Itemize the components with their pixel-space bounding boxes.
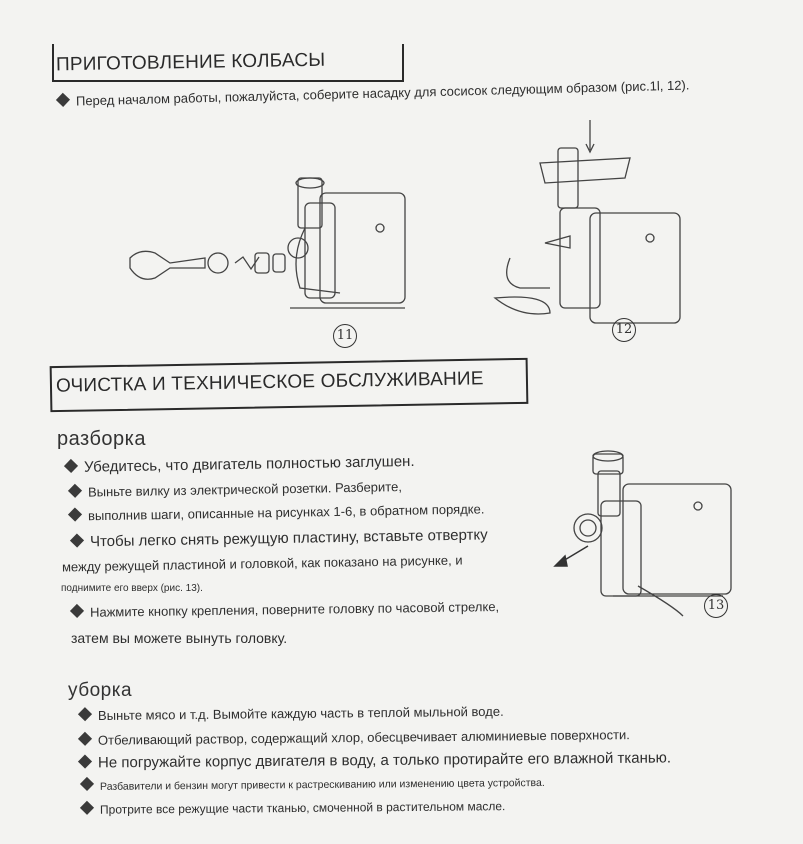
disassembly-line-1: Убедитесь, что двигатель полностью заглушен.	[66, 453, 415, 476]
disassembly-line-4: Чтобы легко снять режущую пластину, вставьте отвертку	[72, 526, 488, 550]
cleaning-line-2: Отбеливающий раствор, содержащий хлор, обесцвечивает алюминиевые поверхности.	[80, 727, 630, 748]
figure-13-label: 13	[704, 594, 728, 618]
disassembly-line-6: поднимите его вверх (рис. 13).	[61, 583, 203, 594]
disassembly-line-3: выполнив шаги, описанные на рисунках 1-6, в обратном порядке.	[70, 501, 485, 523]
cleaning-line-4: Разбавители и бензин могут привести к растрескиванию или изменению цвета устройства.	[82, 776, 545, 793]
subheading-disassembly: разборка	[57, 428, 146, 450]
subheading-cleaning: уборка	[68, 680, 133, 701]
figure-12-label: 12	[612, 318, 636, 342]
disassembly-line-7: Нажмите кнопку крепления, поверните головку по часовой стрелке,	[72, 599, 499, 620]
bullet-diamond-icon	[56, 93, 70, 107]
bullet-diamond-icon	[78, 732, 92, 746]
bullet-diamond-icon	[80, 777, 94, 791]
figure-11-label: 11	[333, 324, 357, 348]
disassembly-line-8: затем вы можете вынуть головку.	[71, 630, 288, 646]
cleaning-line-5: Протрите все режущие части тканью, смоченной в растительном масле.	[82, 799, 505, 817]
disassembly-line-5: между режущей пластиной и головкой, как показано на рисунке, и	[61, 552, 463, 575]
bullet-diamond-icon	[78, 754, 92, 768]
bullet-diamond-icon	[78, 707, 92, 721]
bullet-diamond-icon	[70, 604, 84, 618]
figure-12-illustration	[490, 118, 690, 328]
section-title-maintenance: ОЧИСТКА И ТЕХНИЧЕСКОЕ ОБСЛУЖИВАНИЕ	[55, 368, 484, 397]
bullet-diamond-icon	[70, 533, 84, 547]
disassembly-line-2: Выньте вилку из электрической розетки. Разберите,	[70, 479, 402, 500]
bullet-diamond-icon	[80, 801, 94, 815]
cleaning-line-1: Выньте мясо и т.д. Вымойте каждую часть в теплой мыльной воде.	[80, 704, 504, 723]
bullet-diamond-icon	[68, 507, 82, 521]
figure-11-illustration	[110, 168, 410, 358]
cleaning-line-3: Не погружайте корпус двигателя в воду, а только протирайте его влажной тканью.	[80, 749, 671, 771]
bullet-diamond-icon	[64, 459, 78, 473]
bullet-diamond-icon	[68, 484, 82, 498]
intro-text: Перед началом работы, пожалуйста, соберите насадку для сосисок следующим образом (рис.1l, 12).	[58, 77, 690, 109]
section-title-cooking: ПРИГОТОВЛЕНИЕ КОЛБАСЫ	[55, 49, 326, 76]
